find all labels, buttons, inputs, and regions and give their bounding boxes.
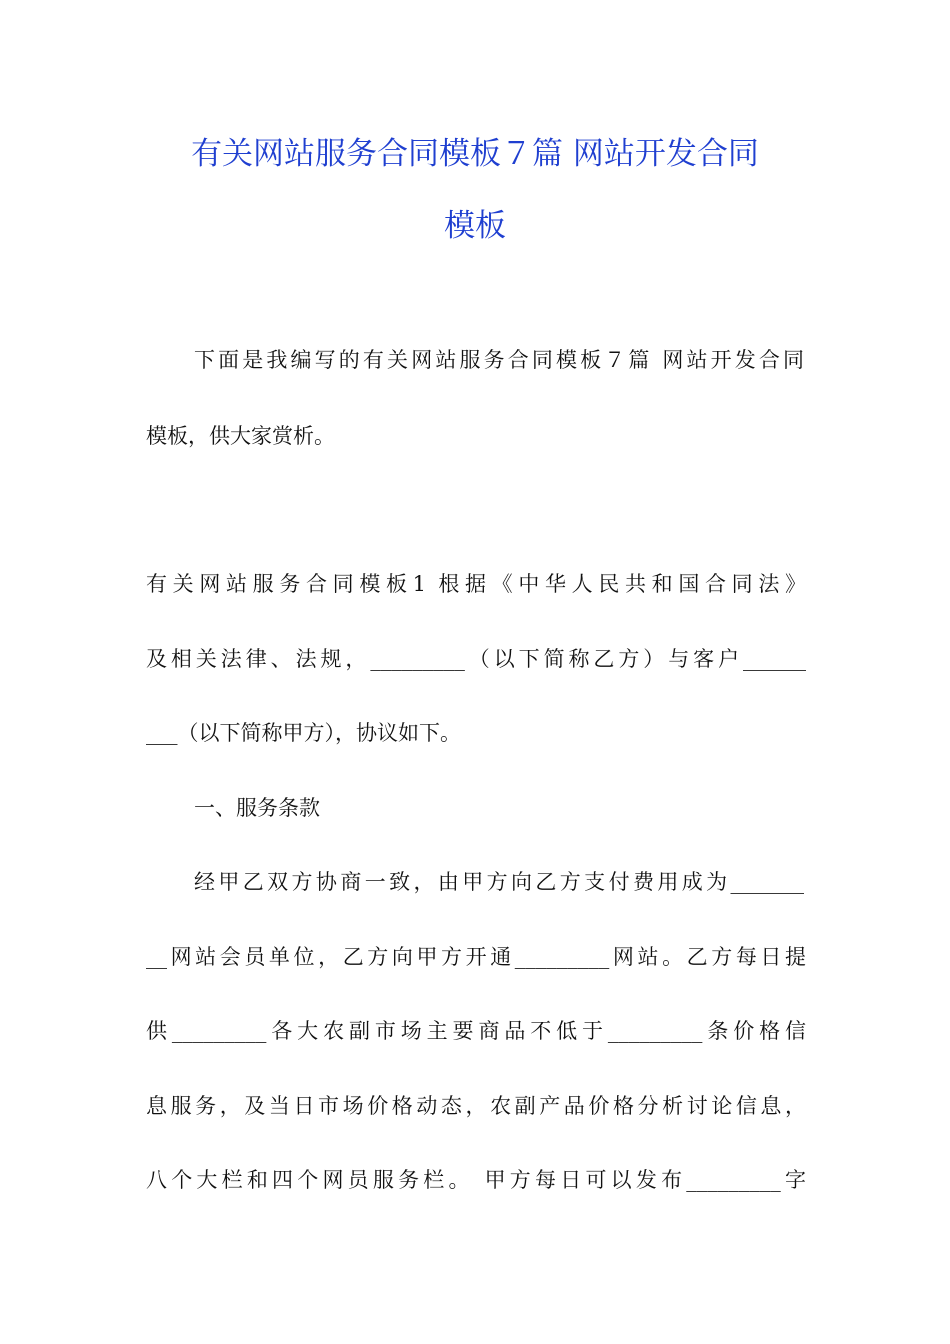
section-line-2: 及相关法律、法规，_________（以下简称乙方）与客户______ — [146, 647, 806, 671]
document-title-line-1: 有关网站服务合同模板７篇 网站开发合同 — [191, 136, 759, 172]
clause-line-4: 息服务，及当日市场价格动态，农副产品价格分析讨论信息， — [146, 1094, 806, 1118]
section-line-1: 有关网站服务合同模板1 根据《中华人民共和国合同法》 — [146, 572, 806, 596]
clause-line-5: 八个大栏和四个网员服务栏。 甲方每日可以发布_________字 — [146, 1168, 806, 1192]
clause-line-2: __网站会员单位，乙方向甲方开通_________网站。乙方每日提 — [146, 945, 806, 969]
intro-line-2: 模板，供大家赏析。 — [146, 424, 335, 448]
document-title-line-2: 模板 — [444, 208, 506, 244]
clause-line-3: 供_________各大农副市场主要商品不低于_________条价格信 — [146, 1019, 806, 1043]
clause-heading: 一、服务条款 — [194, 796, 320, 820]
clause-line-1: 经甲乙双方协商一致，由甲方向乙方支付费用成为_______ — [194, 870, 804, 894]
section-line-3: ___（以下简称甲方），协议如下。 — [146, 721, 461, 745]
intro-line-1: 下面是我编写的有关网站服务合同模板７篇 网站开发合同 — [194, 348, 804, 372]
